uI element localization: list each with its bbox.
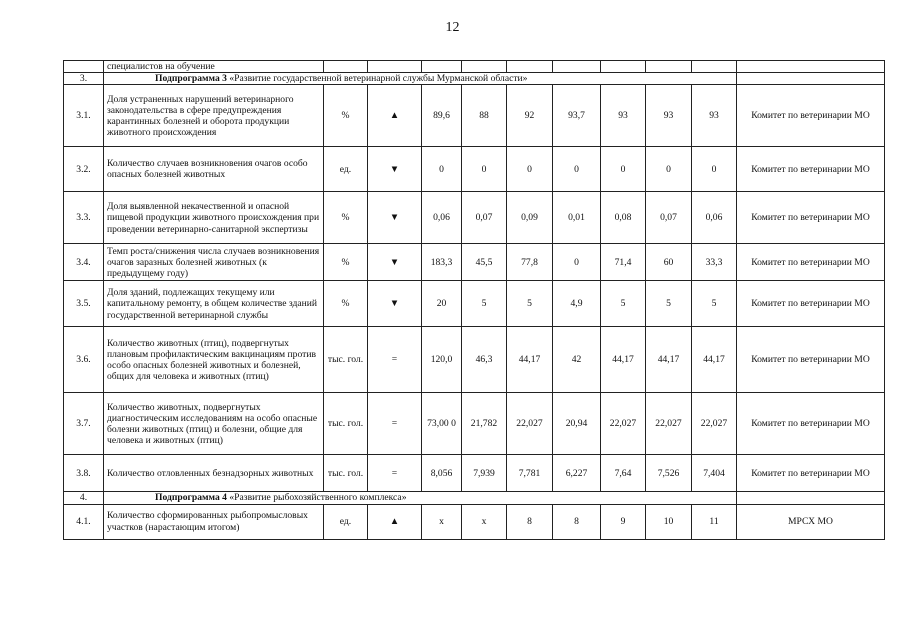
row-number: 3.3. <box>64 192 104 244</box>
value-cell: 0 <box>646 147 692 192</box>
indicator-row <box>64 244 885 281</box>
value-cell: 5 <box>507 281 553 327</box>
value-cell: 73,00 0 <box>422 393 462 455</box>
value-cell: 7,939 <box>462 455 507 492</box>
indicator-row <box>64 192 885 244</box>
value-cell: 93 <box>646 85 692 147</box>
indicators-table <box>63 60 885 540</box>
value-cell: 5 <box>601 281 646 327</box>
trend-icon: ▲ <box>368 85 422 147</box>
trend-icon: = <box>368 327 422 393</box>
section-trailing-cell <box>737 73 885 85</box>
responsible: Комитет по ветеринарии МО <box>737 281 885 327</box>
responsible: Комитет по ветеринарии МО <box>737 393 885 455</box>
value-cell: 0,06 <box>692 192 737 244</box>
value-cell: 11 <box>692 504 737 539</box>
value-cell: 20 <box>422 281 462 327</box>
value-cell: 60 <box>646 244 692 281</box>
page-number: 12 <box>445 20 460 35</box>
trend-icon: = <box>368 393 422 455</box>
continuation-row <box>64 61 885 73</box>
value-cell: 0 <box>422 147 462 192</box>
section-title-rest: «Развитие государственной ветеринарной службы Мурманской области» <box>226 73 528 85</box>
trend-icon: = <box>368 455 422 492</box>
value-cell: 10 <box>646 504 692 539</box>
value-cell: 93 <box>601 85 646 147</box>
value-cell: 22,027 <box>692 393 737 455</box>
row-number: 3.1. <box>64 85 104 147</box>
value-cell: 44,17 <box>601 327 646 393</box>
row-number: 3.5. <box>64 281 104 327</box>
trend-icon: ▼ <box>368 147 422 192</box>
value-cell: 0 <box>553 147 601 192</box>
value-cell: 0,07 <box>646 192 692 244</box>
value-cell: 6,227 <box>553 455 601 492</box>
row-number: 3.6. <box>64 327 104 393</box>
value-cell: 9 <box>601 504 646 539</box>
indicator-name: Количество отловленных безнадзорных животных <box>104 455 324 492</box>
trend-icon: ▼ <box>368 244 422 281</box>
value-cell: 7,526 <box>646 455 692 492</box>
row-number: 3.7. <box>64 393 104 455</box>
section-title-bold: Подпрограмма 3 <box>155 73 227 85</box>
unit: тыс. гол. <box>324 327 368 393</box>
value-cell: 42 <box>553 327 601 393</box>
value-cell: 33,3 <box>692 244 737 281</box>
value-cell: 92 <box>507 85 553 147</box>
responsible: Комитет по ветеринарии МО <box>737 192 885 244</box>
unit: % <box>324 244 368 281</box>
section-title <box>104 492 737 504</box>
indicator-name: Темп роста/снижения числа случаев возникновения очагов заразных болезней животных (к предыдущему году) <box>104 244 324 281</box>
responsible: Комитет по ветеринарии МО <box>737 147 885 192</box>
unit: ед. <box>324 504 368 539</box>
value-cell: 183,3 <box>422 244 462 281</box>
unit: % <box>324 281 368 327</box>
value-cell: 22,027 <box>507 393 553 455</box>
row-number: 3.2. <box>64 147 104 192</box>
trend-icon: ▲ <box>368 504 422 539</box>
value-cell: 0,09 <box>507 192 553 244</box>
indicator-name: Количество животных (птиц), подвергнутых плановым профилактическим вакцинациям против особо опасных болезней животных и болезней, общих для человека и животных (птиц) <box>104 327 324 393</box>
indicator-row <box>64 281 885 327</box>
value-cell: 5 <box>646 281 692 327</box>
section-header-row <box>64 492 885 504</box>
indicator-row <box>64 327 885 393</box>
value-cell: 8,056 <box>422 455 462 492</box>
value-cell: 45,5 <box>462 244 507 281</box>
value-cell: 0 <box>553 244 601 281</box>
value-cell: 88 <box>462 85 507 147</box>
section-trailing-cell <box>737 492 885 504</box>
value-cell: 0,08 <box>601 192 646 244</box>
value-cell: 8 <box>553 504 601 539</box>
responsible: Комитет по ветеринарии МО <box>737 455 885 492</box>
row-number: 3.8. <box>64 455 104 492</box>
value-cell: 0,07 <box>462 192 507 244</box>
indicator-name: Количество сформированных рыбопромысловых участков (нарастающим итогом) <box>104 504 324 539</box>
value-cell: 0 <box>601 147 646 192</box>
indicator-row <box>64 85 885 147</box>
section-title <box>104 73 737 85</box>
unit: тыс. гол. <box>324 455 368 492</box>
value-cell: 77,8 <box>507 244 553 281</box>
responsible: Комитет по ветеринарии МО <box>737 85 885 147</box>
value-cell: x <box>422 504 462 539</box>
value-cell: 93 <box>692 85 737 147</box>
trend-icon: ▼ <box>368 192 422 244</box>
value-cell: x <box>462 504 507 539</box>
indicator-row <box>64 147 885 192</box>
value-cell: 7,404 <box>692 455 737 492</box>
indicator-name: Доля устраненных нарушений ветеринарного законодательства в сфере предупреждения карантинных болезней и оборота продукции животного происхождения <box>104 85 324 147</box>
value-cell: 20,94 <box>553 393 601 455</box>
value-cell: 0 <box>462 147 507 192</box>
section-title-rest: «Развитие рыбохозяйственного комплекса» <box>226 492 407 504</box>
value-cell: 0,06 <box>422 192 462 244</box>
indicator-name: Количество животных, подвергнутых диагностическим исследованиям на особо опасные болезни животных (птиц) и болезни, общие для человека и животных (птиц) <box>104 393 324 455</box>
value-cell: 22,027 <box>646 393 692 455</box>
value-cell: 93,7 <box>553 85 601 147</box>
indicator-row <box>64 504 885 539</box>
section-number: 4. <box>64 492 104 504</box>
value-cell: 22,027 <box>601 393 646 455</box>
section-number: 3. <box>64 73 104 85</box>
value-cell: 120,0 <box>422 327 462 393</box>
value-cell: 5 <box>692 281 737 327</box>
unit: % <box>324 192 368 244</box>
indicator-name: Доля зданий, подлежащих текущему или капитальному ремонту, в общем количестве зданий государственной ветеринарной службы <box>104 281 324 327</box>
value-cell: 0 <box>507 147 553 192</box>
row-number: 4.1. <box>64 504 104 539</box>
row-number: 3.4. <box>64 244 104 281</box>
value-cell: 7,64 <box>601 455 646 492</box>
indicator-row <box>64 455 885 492</box>
value-cell: 44,17 <box>692 327 737 393</box>
value-cell: 5 <box>462 281 507 327</box>
trend-icon: ▼ <box>368 281 422 327</box>
value-cell: 21,782 <box>462 393 507 455</box>
indicator-name: Доля выявленной некачественной и опасной пищевой продукции животного происхождения при проведении ветеринарно-санитарной экспертизы <box>104 192 324 244</box>
value-cell: 71,4 <box>601 244 646 281</box>
value-cell: 0 <box>692 147 737 192</box>
value-cell: 7,781 <box>507 455 553 492</box>
section-title-bold: Подпрограмма 4 <box>155 492 227 504</box>
value-cell: 44,17 <box>646 327 692 393</box>
value-cell: 4,9 <box>553 281 601 327</box>
indicator-row <box>64 393 885 455</box>
value-cell: 89,6 <box>422 85 462 147</box>
value-cell: 46,3 <box>462 327 507 393</box>
unit: ед. <box>324 147 368 192</box>
continuation-text: специалистов на обучение <box>104 61 324 73</box>
responsible: Комитет по ветеринарии МО <box>737 244 885 281</box>
section-header-row <box>64 73 885 85</box>
indicator-name: Количество случаев возникновения очагов особо опасных болезней животных <box>104 147 324 192</box>
value-cell: 8 <box>507 504 553 539</box>
unit: % <box>324 85 368 147</box>
value-cell: 44,17 <box>507 327 553 393</box>
responsible: Комитет по ветеринарии МО <box>737 327 885 393</box>
unit: тыс. гол. <box>324 393 368 455</box>
value-cell: 0,01 <box>553 192 601 244</box>
responsible: МРСХ МО <box>737 504 885 539</box>
